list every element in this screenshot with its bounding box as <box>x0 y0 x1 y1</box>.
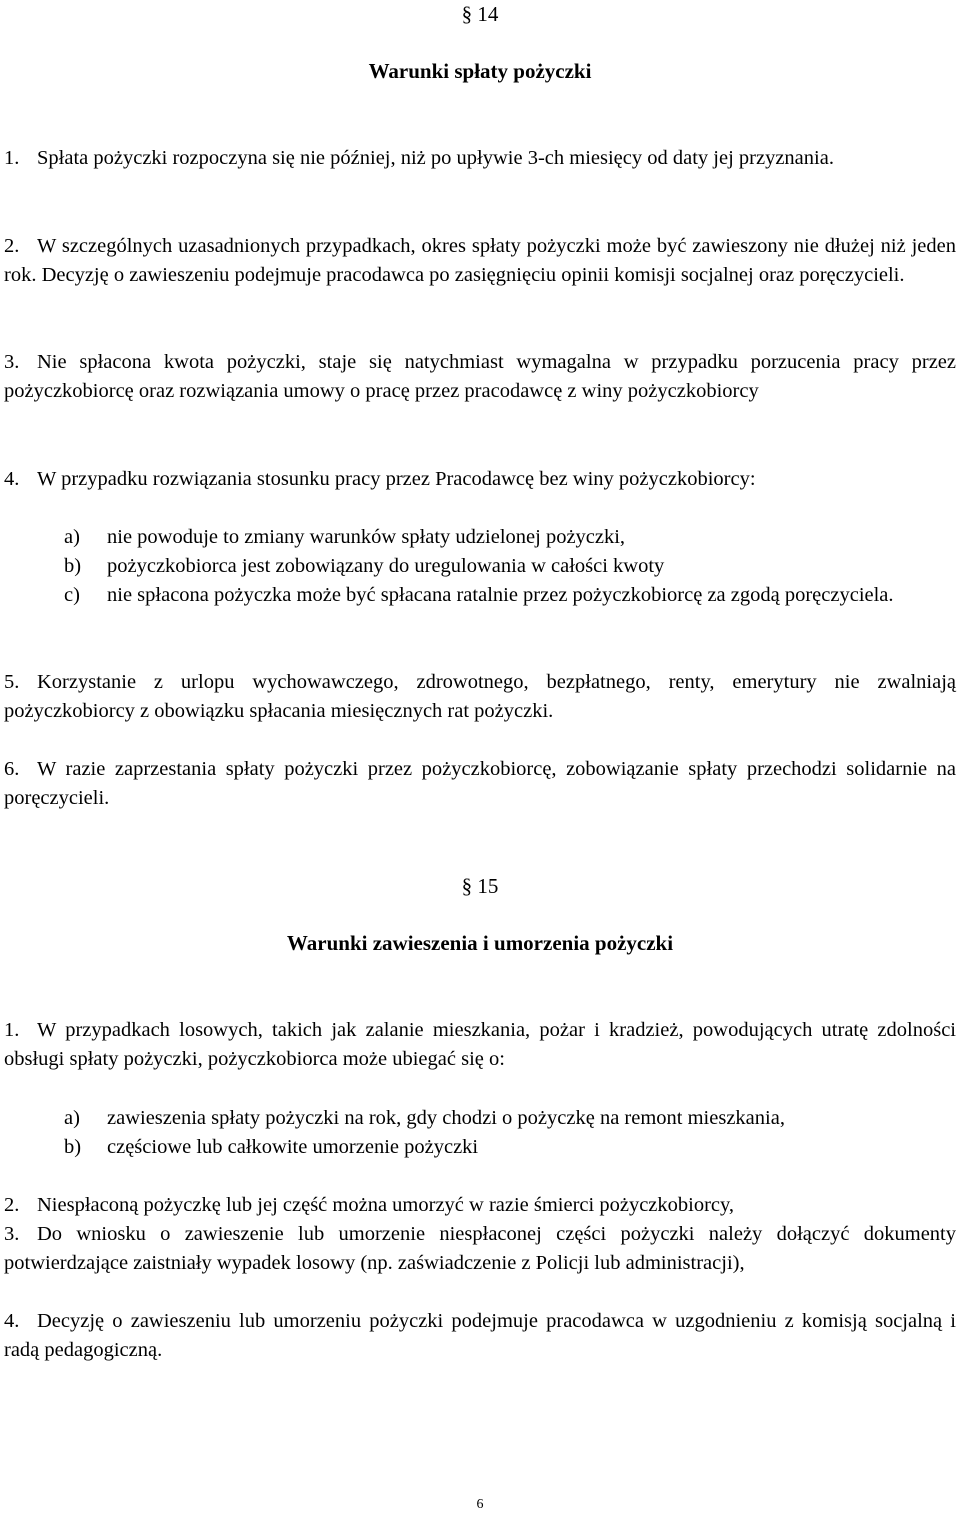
section-14-title: Warunki spłaty pożyczki <box>368 59 592 83</box>
section-14-item-a <box>64 523 956 552</box>
paragraph-text: Nie spłacona kwota pożyczki, staje się natychmiast wymagalna w przypadku porzucenia pracy przez pożyczkobiorcę oraz rozwiązania umowy o pracę przez pracodawcę z winy pożyczkobiorcy <box>4 351 956 402</box>
paragraph-number: 3. <box>4 1223 20 1245</box>
item-text: częściowe lub całkowite umorzenie pożyczki <box>107 1136 479 1158</box>
paragraph-text: W przypadku rozwiązania stosunku pracy przez Pracodawcę bez winy pożyczkobiorcy: <box>37 468 756 490</box>
section-15-paragraph-1 <box>4 1016 956 1074</box>
paragraph-text: Niespłaconą pożyczkę lub jej część można umorzyć w razie śmierci pożyczkobiorcy, <box>37 1194 735 1216</box>
section-15-item-b <box>64 1133 956 1162</box>
paragraph-number: 4. <box>4 1310 20 1332</box>
section-14-paragraph-4 <box>4 465 956 494</box>
section-14-item-c <box>64 581 956 610</box>
item-text: nie powoduje to zmiany warunków spłaty udzielonej pożyczki, <box>107 526 626 548</box>
paragraph-text: W szczególnych uzasadnionych przypadkach, okres spłaty pożyczki może być zawieszony nie dłużej niż jeden rok. Decyzję o zawieszeniu podejmuje pracodawca po zasięgnięciu opinii komisji socjalnej oraz poręczycieli. <box>4 235 956 286</box>
paragraph-number: 6. <box>4 758 20 780</box>
item-letter: b) <box>64 555 82 577</box>
paragraph-text: Korzystanie z urlopu wychowawczego, zdrowotnego, bezpłatnego, renty, emerytury nie zwalniają pożyczkobiorcy z obowiązku spłacania miesięcznych rat pożyczki. <box>4 671 956 722</box>
paragraph-number: 2. <box>4 235 20 257</box>
section-14-paragraph-2 <box>4 232 956 290</box>
section-14-paragraph-3 <box>4 348 956 406</box>
page-number: 6 <box>476 1497 484 1512</box>
paragraph-number: 1. <box>4 1019 20 1041</box>
paragraph-number: 1. <box>4 147 20 169</box>
section-15-title: Warunki zawieszenia i umorzenia pożyczki <box>286 931 674 955</box>
paragraph-text: W przypadkach losowych, takich jak zalanie mieszkania, pożar i kradzież, powodujących utratę zdolności obsługi spłaty pożyczki, pożyczkobiorca może ubiegać się o: <box>4 1019 956 1070</box>
paragraph-text: W razie zaprzestania spłaty pożyczki przez pożyczkobiorcę, zobowiązanie spłaty przechodzi solidarnie na poręczycieli. <box>4 758 956 809</box>
item-letter: a) <box>64 1107 80 1129</box>
item-text: pożyczkobiorca jest zobowiązany do uregulowania w całości kwoty <box>107 555 665 577</box>
item-text: zawieszenia spłaty pożyczki na rok, gdy chodzi o pożyczkę na remont mieszkania, <box>107 1107 785 1129</box>
section-15-paragraph-2 <box>4 1191 956 1220</box>
section-15-item-a <box>64 1104 956 1133</box>
paragraph-text: Spłata pożyczki rozpoczyna się nie później, niż po upływie 3-ch miesięcy od daty jej przyznania. <box>37 147 834 169</box>
paragraph-text: Do wniosku o zawieszenie lub umorzenie niespłaconej części pożyczki należy dołączyć dokumenty potwierdzające zaistniały wypadek losowy (np. zaświadczenie z Policji lub administracji), <box>4 1223 956 1274</box>
paragraph-number: 3. <box>4 351 20 373</box>
section-14-item-b <box>64 552 956 581</box>
section-14-paragraph-1 <box>4 144 956 173</box>
item-letter: c) <box>64 584 80 606</box>
section-15-paragraph-3 <box>4 1220 956 1278</box>
section-15-number: § 15 <box>461 874 499 898</box>
paragraph-text: Decyzję o zawieszeniu lub umorzeniu pożyczki podejmuje pracodawca w uzgodnieniu z komisją socjalną i radą pedagogiczną. <box>4 1310 956 1361</box>
paragraph-number: 4. <box>4 468 20 490</box>
paragraph-number: 2. <box>4 1194 20 1216</box>
section-15-paragraph-4 <box>4 1307 956 1365</box>
section-14-number: § 14 <box>461 2 499 26</box>
section-14-paragraph-6 <box>4 755 956 813</box>
item-letter: a) <box>64 526 80 548</box>
item-letter: b) <box>64 1136 82 1158</box>
section-14-paragraph-5 <box>4 668 956 726</box>
paragraph-number: 5. <box>4 671 20 693</box>
item-text: nie spłacona pożyczka może być spłacana ratalnie przez pożyczkobiorcę za zgodą poręczyciela. <box>107 584 894 606</box>
